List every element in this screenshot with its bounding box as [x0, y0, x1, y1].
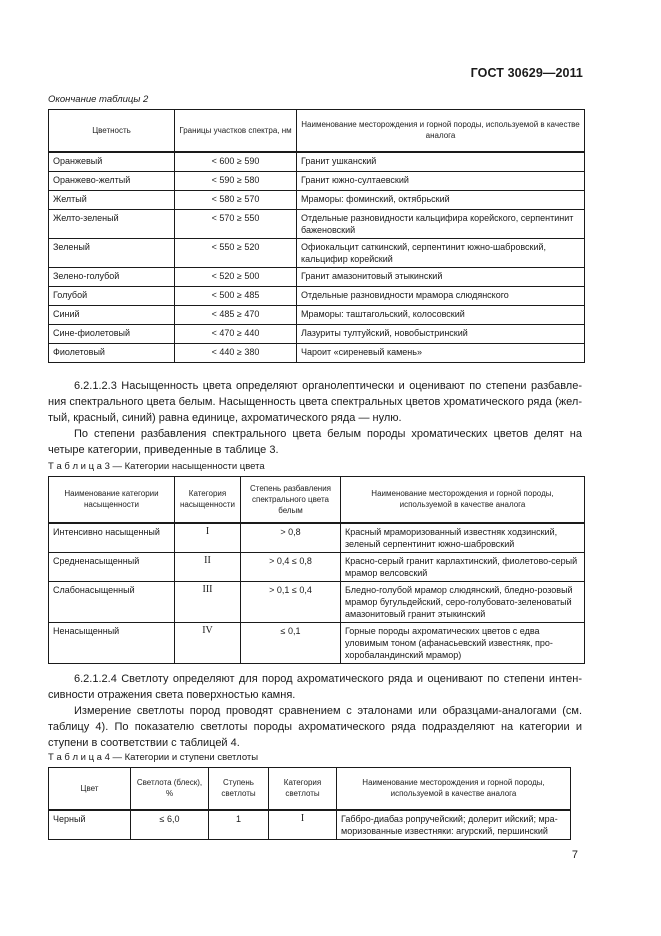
table-cell: Оранжевый: [49, 152, 175, 172]
table-cell: ≤ 6,0: [131, 810, 209, 840]
table-cell: Оранжево-желтый: [49, 171, 175, 190]
table-cell: Гранит южно-султаевский: [297, 171, 585, 190]
table-row: [49, 267, 585, 286]
table-row: [49, 238, 585, 267]
table-cell: < 500 ≥ 485: [175, 286, 297, 305]
table-row: [49, 810, 571, 840]
table-cell: I: [175, 523, 241, 553]
table-row: [49, 305, 585, 324]
table-cell: Желто-зеленый: [49, 209, 175, 238]
section-6-2-1-2-4: [48, 671, 582, 751]
table-cell: > 0,1 ≤ 0,4: [241, 581, 341, 622]
table-cell: Голубой: [49, 286, 175, 305]
table-row: [49, 190, 585, 209]
table-row: [49, 209, 585, 238]
table-cell: Фиолетовый: [49, 343, 175, 362]
table-row: [49, 343, 585, 362]
table-row: [49, 171, 585, 190]
table-cell: < 600 ≥ 590: [175, 152, 297, 172]
table-cell: Офиокальцит саткинский, серпентинит южно-шабровский, кальцифир корейский: [297, 238, 585, 267]
table4-header-analog: Наименование месторождения и горной породы, используемой в качестве аналога: [337, 768, 571, 810]
table-cell: Горные породы ахроматических цветов с едва уловимым тоном (афанасьевский известняк, прохоробаландинский мрамор): [341, 622, 585, 663]
table-cell: < 520 ≥ 500: [175, 267, 297, 286]
table-cell: Габбро-диабаз ропручейский; долерит ийский; мраморизованные известняки: агурский, першинский: [337, 810, 571, 840]
table-row: [49, 324, 585, 343]
table-row: [49, 286, 585, 305]
table4-header-category: Категория светлоты: [269, 768, 337, 810]
page-number: 7: [571, 849, 578, 861]
table-cell: II: [175, 552, 241, 581]
table4-header-step: Ступень светлоты: [209, 768, 269, 810]
table-cell: Красно-серый гранит карлахтинский, фиолетово-серый мрамор велсовский: [341, 552, 585, 581]
table2-header-color: Цветность: [49, 110, 175, 152]
table-row: [49, 152, 585, 172]
table-cell: Зеленый: [49, 238, 175, 267]
table-cell: > 0,8: [241, 523, 341, 553]
table-cell: Желтый: [49, 190, 175, 209]
table4-header-lightness: Светлота (блеск), %: [131, 768, 209, 810]
table-cell: Гранит ушканский: [297, 152, 585, 172]
table-cell: Отдельные разновидности кальцифира корейского, серпентинит баженовский: [297, 209, 585, 238]
table-cell: Лазуриты тултуйский, новобыстринский: [297, 324, 585, 343]
document-id: ГОСТ 30629—2011: [470, 66, 583, 80]
table-cell: Чароит «сиреневый камень»: [297, 343, 585, 362]
table-cell: IV: [175, 622, 241, 663]
table-cell: < 590 ≥ 580: [175, 171, 297, 190]
table-cell: I: [269, 810, 337, 840]
table-cell: Синий: [49, 305, 175, 324]
table3-header-dilution: Степень разбавления спектрального цвета белым: [241, 477, 341, 523]
table-2: [48, 109, 585, 363]
table-3: [48, 476, 585, 664]
table-cell: Слабонасыщенный: [49, 581, 175, 622]
table-cell: Гранит амазонитовый этыкинский: [297, 267, 585, 286]
paragraph: Измерение светлоты пород проводят сравнением с эталонами или образцами-аналогами (см. таблицу 4). По показателю светлоты породы ахроматического ряда подразделяют на категории и ступени в соответствии с таблицей 4.: [48, 705, 582, 749]
table-cell: > 0,4 ≤ 0,8: [241, 552, 341, 581]
table-4: [48, 767, 571, 840]
table-cell: Мраморы: таштагольский, колосовский: [297, 305, 585, 324]
table-cell: < 550 ≥ 520: [175, 238, 297, 267]
table2-caption: Окончание таблицы 2: [48, 94, 149, 105]
table-cell: Ненасыщенный: [49, 622, 175, 663]
table4-header-color: Цвет: [49, 768, 131, 810]
table2-header-analog: Наименование месторождения и горной породы, используемой в качестве аналога: [297, 110, 585, 152]
table-cell: < 570 ≥ 550: [175, 209, 297, 238]
table3-header-category: Категория насыщенности: [175, 477, 241, 523]
table-cell: < 470 ≥ 440: [175, 324, 297, 343]
table-cell: Бледно-голубой мрамор слюдянский, бледно-розовый мрамор бугульдейский, серо-голубовато-зеленоватый амазонитовый гранит этыкинский: [341, 581, 585, 622]
table-cell: Черный: [49, 810, 131, 840]
table-cell: Зелено-голубой: [49, 267, 175, 286]
table-cell: III: [175, 581, 241, 622]
table-cell: Мраморы: фоминский, октябрьский: [297, 190, 585, 209]
table3-header-analog: Наименование месторождения и горной породы, используемой в качестве аналога: [341, 477, 585, 523]
paragraph: 6.2.1.2.4 Светлоту определяют для пород ахроматического ряда и оценивают по степени интенсивности отражения света поверхностью камня.: [48, 673, 582, 701]
table3-caption: Т а б л и ц а 3 — Категории насыщенности цвета: [48, 461, 265, 472]
section-6-2-1-2-3: [48, 378, 582, 458]
table3-header-name: Наименование категории насыщенности: [49, 477, 175, 523]
table-cell: Средненасыщенный: [49, 552, 175, 581]
table-cell: Интенсивно насыщенный: [49, 523, 175, 553]
table-cell: 1: [209, 810, 269, 840]
paragraph: По степени разбавления спектрального цвета белым породы хроматических цветов делят на четыре категории, приведенные в таблице 3.: [48, 428, 582, 456]
table-cell: < 580 ≥ 570: [175, 190, 297, 209]
table-row: [49, 622, 585, 663]
table-cell: ≤ 0,1: [241, 622, 341, 663]
table-cell: Сине-фиолетовый: [49, 324, 175, 343]
paragraph: 6.2.1.2.3 Насыщенность цвета определяют органолептически и оценивают по степени разбавления спектрального цвета белым. Насыщенность цвета спектральных цветов хроматического ряда (желтый, красный, синий) равна единице, ахроматического ряда — нулю.: [48, 380, 582, 424]
table-cell: < 440 ≥ 380: [175, 343, 297, 362]
table-cell: Красный мраморизованный известняк ходзинский, зеленый серпентинит южно-шабровский: [341, 523, 585, 553]
table-cell: Отдельные разновидности мрамора слюдянского: [297, 286, 585, 305]
table-row: [49, 523, 585, 553]
table4-caption: Т а б л и ц а 4 — Категории и ступени светлоты: [48, 752, 259, 763]
table-row: [49, 552, 585, 581]
table-row: [49, 581, 585, 622]
table2-header-spectrum: Границы участков спектра, нм: [175, 110, 297, 152]
table-cell: < 485 ≥ 470: [175, 305, 297, 324]
